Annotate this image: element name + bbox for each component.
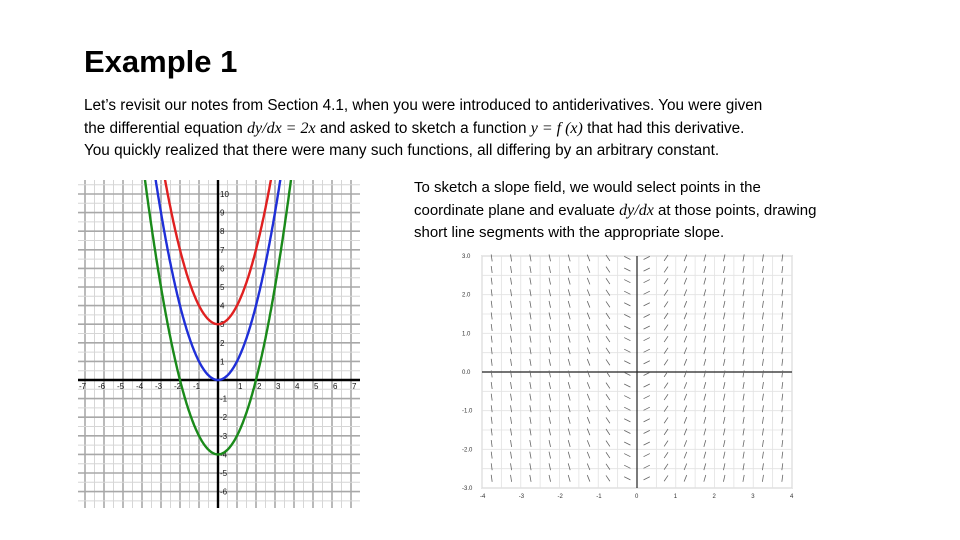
x-tick-label: -2: [174, 382, 182, 391]
x-tick-label: -5: [117, 382, 125, 391]
intro-line-3: You quickly realized that there were many such functions, all differing by an arbitrary constant.: [84, 142, 720, 159]
x-tick-label: 2: [257, 382, 262, 391]
y-tick-label: 0.0: [462, 370, 471, 376]
x-tick-label: -3: [518, 494, 525, 500]
y-tick-label: -2: [220, 413, 228, 423]
side-text-2: at those points, drawing short line segments with the appropriate slope.: [414, 201, 817, 241]
y-tick-label: -2.0: [462, 447, 473, 454]
y-tick-label: 6: [220, 264, 225, 274]
y-tick-label: 1: [220, 357, 225, 367]
x-tick-label: -1: [193, 382, 201, 391]
y-tick-label: -1: [220, 394, 228, 404]
x-tick-label: 6: [333, 382, 338, 391]
y-tick-label: 2.0: [462, 292, 471, 299]
y-tick-label: -3: [220, 431, 228, 441]
x-tick-label: -6: [98, 382, 106, 391]
x-tick-label: -4: [480, 494, 486, 500]
y-tick-label: 9: [220, 208, 225, 218]
y-tick-label: -3.0: [462, 486, 473, 492]
x-tick-label: -7: [79, 382, 87, 391]
y-tick-label: -1.0: [462, 408, 473, 415]
equation-function: y = f (x): [530, 119, 583, 137]
x-tick-label: 7: [352, 382, 357, 391]
y-tick-label: 3: [220, 320, 225, 330]
equation-derivative: dy/dx = 2x: [247, 119, 316, 137]
slope-field-graph: [458, 252, 798, 504]
intro-line-2a: the differential equation: [84, 119, 243, 137]
x-tick-label: 1: [238, 382, 243, 391]
x-tick-label: 3: [276, 382, 281, 391]
y-tick-label: 10: [220, 190, 229, 199]
x-tick-label: 0: [635, 494, 639, 500]
x-tick-label: 5: [314, 382, 319, 391]
intro-line-2c: that had this derivative.: [587, 119, 745, 137]
slope-field-description: [414, 177, 834, 245]
y-tick-label: 2: [220, 338, 225, 348]
x-tick-label: 2: [712, 494, 716, 500]
y-tick-label: -5: [220, 469, 228, 478]
y-tick-label: 5: [220, 283, 225, 292]
x-tick-label: 4: [790, 494, 794, 500]
x-tick-label: 1: [673, 494, 678, 500]
intro-line-2b: and asked to sketch a function: [319, 119, 527, 137]
x-tick-label: -2: [557, 494, 563, 500]
x-tick-label: -4: [136, 382, 144, 391]
x-tick-label: 4: [295, 382, 300, 391]
parabola-family-graph: [78, 180, 360, 508]
side-text-1: To sketch a slope field, we would select points in the coordinate plane and evaluate: [414, 179, 761, 219]
intro-line-1: Let’s revisit our notes from Section 4.1, when you were introduced to antiderivatives. You were given: [84, 97, 763, 114]
page-title: Example 1: [84, 44, 238, 79]
x-tick-label: -1: [596, 494, 602, 500]
y-tick-label: -6: [220, 487, 228, 497]
y-tick-label: 1.0: [462, 331, 471, 338]
y-tick-label: 8: [220, 227, 225, 237]
intro-paragraph: [84, 95, 864, 163]
y-tick-label: 4: [220, 301, 225, 311]
side-math: dy/dx: [619, 201, 654, 219]
x-tick-label: -3: [155, 382, 163, 391]
y-tick-label: 7: [220, 245, 225, 255]
y-tick-label: -4: [220, 450, 228, 460]
y-tick-label: 3.0: [462, 254, 471, 260]
x-tick-label: 3: [751, 494, 755, 500]
